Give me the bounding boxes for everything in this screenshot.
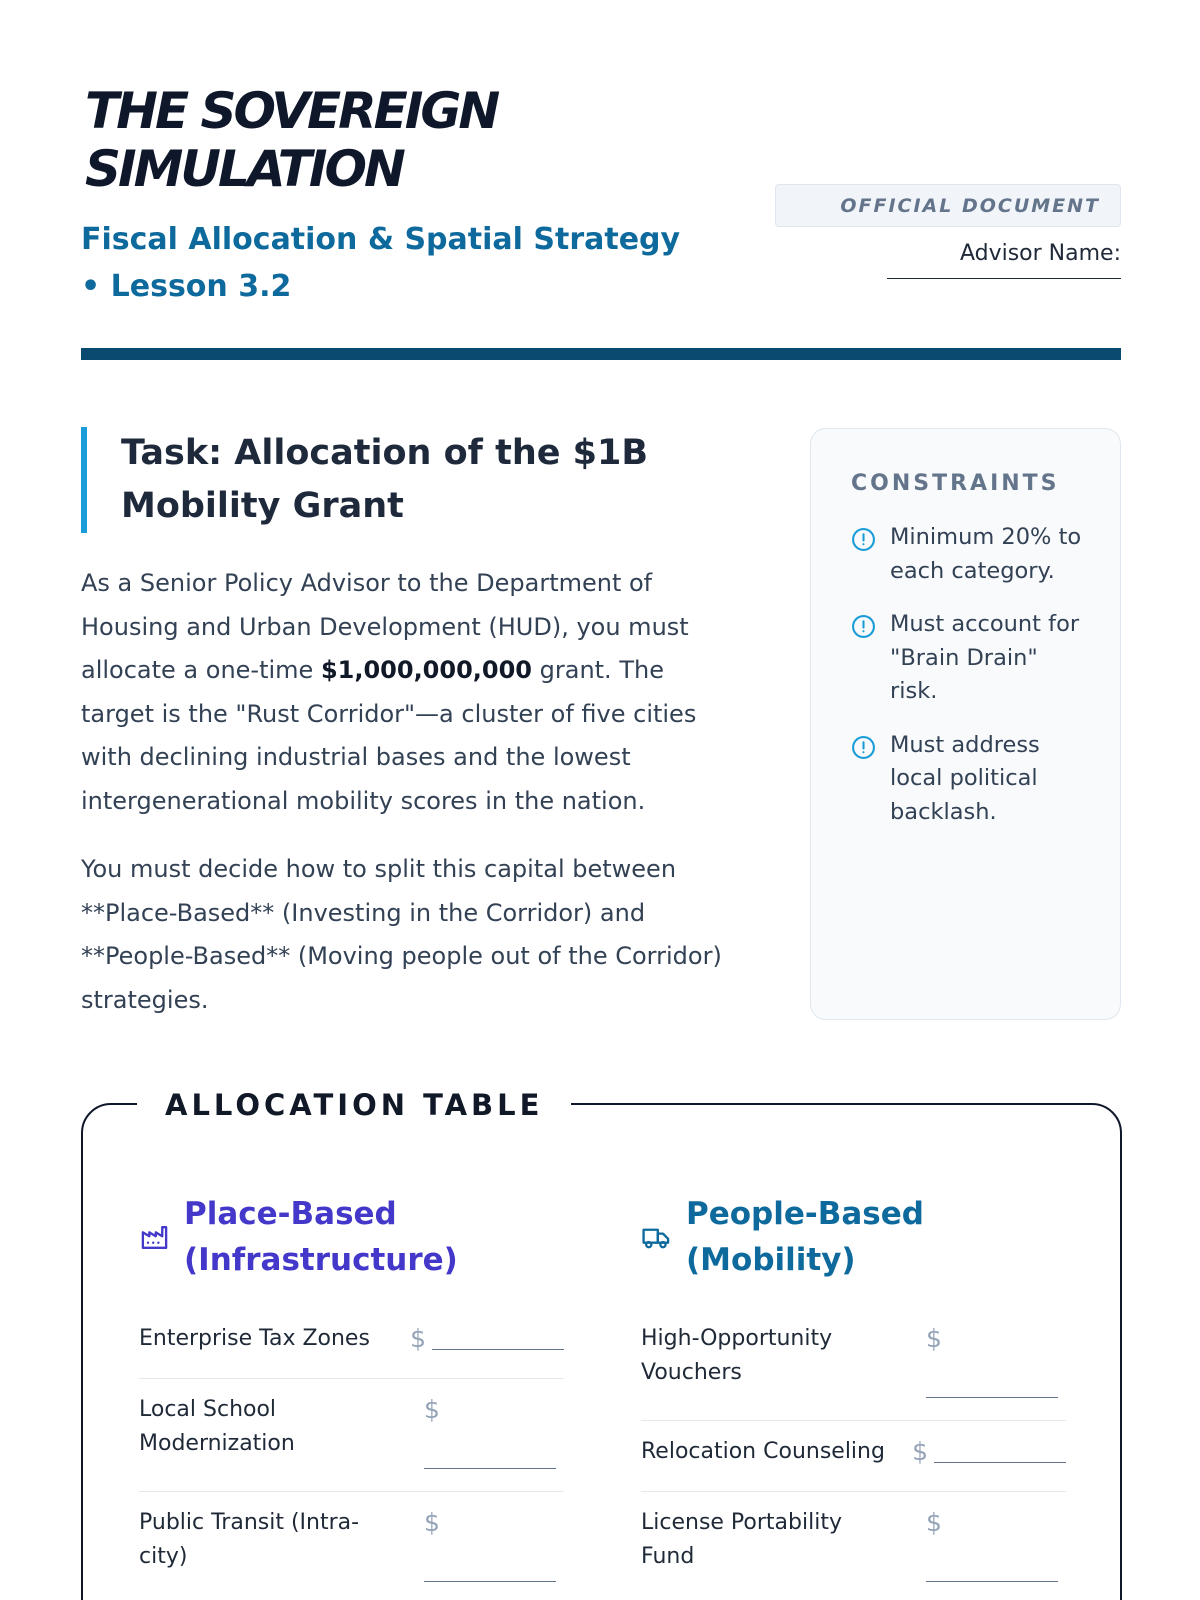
amount-field[interactable] <box>424 1393 564 1469</box>
allocation-row <box>641 1308 1066 1421</box>
constraint-item <box>851 608 1092 709</box>
advisor-name-label: Advisor Name: <box>959 241 1121 266</box>
constraint-text: Must address local political backlash. <box>890 731 1040 825</box>
advisor-name-field[interactable] <box>887 277 1121 279</box>
allocation-row-label: Relocation Counseling <box>641 1439 885 1464</box>
amount-blank[interactable] <box>926 1370 1058 1398</box>
amount-field[interactable] <box>912 1435 1066 1469</box>
allocation-row <box>641 1421 1066 1492</box>
amount-blank[interactable] <box>926 1554 1058 1582</box>
allocation-row <box>139 1492 564 1600</box>
amount-blank[interactable] <box>934 1435 1066 1463</box>
task-paragraph-1 <box>81 562 741 823</box>
header-divider <box>81 348 1121 360</box>
task-paragraph-2: You must decide how to split this capital between **Place-Based** (Investing in the Corridor) and **People-Based** (Moving people out of the Corridor) strategies. <box>81 855 722 1014</box>
task-p1-text-a: As a Senior Policy Advisor to the Department of Housing and Urban Development (HUD), you must allocate a one-time <box>81 569 689 684</box>
grant-amount: $1,000,000,000 <box>320 656 532 684</box>
people-based-header <box>641 1191 1066 1283</box>
place-based-column <box>139 1191 564 1600</box>
allocation-row <box>139 1308 564 1379</box>
place-based-title: Place-Based (Infrastructure) <box>184 1196 458 1278</box>
allocation-row <box>139 1379 564 1492</box>
currency-symbol: $ <box>926 1508 942 1537</box>
constraints-panel <box>810 428 1121 1020</box>
allocation-table <box>81 1088 1122 1600</box>
currency-symbol: $ <box>926 1324 942 1353</box>
currency-symbol: $ <box>912 1437 928 1466</box>
amount-field[interactable] <box>926 1322 1066 1398</box>
factory-icon <box>139 1222 170 1253</box>
amount-blank[interactable] <box>424 1554 556 1582</box>
alert-circle-icon <box>851 614 876 639</box>
constraint-item <box>851 521 1092 588</box>
allocation-row-label: Local School Modernization <box>139 1397 295 1456</box>
task-heading: Task: Allocation of the $1B Mobility Grant <box>81 427 741 533</box>
constraints-title: CONSTRAINTS <box>851 471 1060 496</box>
amount-field[interactable] <box>424 1506 564 1582</box>
amount-field[interactable] <box>926 1506 1066 1582</box>
page-subtitle: Fiscal Allocation & Spatial Strategy • Lesson 3.2 <box>81 222 681 304</box>
alert-circle-icon <box>851 527 876 552</box>
currency-symbol: $ <box>410 1324 426 1353</box>
place-based-header <box>139 1191 564 1283</box>
currency-symbol: $ <box>424 1508 440 1537</box>
constraint-text: Must account for "Brain Drain" risk. <box>890 611 1080 704</box>
allocation-row-label: License Portability Fund <box>641 1510 842 1569</box>
allocation-row <box>641 1492 1066 1600</box>
constraint-list <box>851 521 1092 829</box>
constraint-item <box>851 729 1092 830</box>
people-based-column <box>641 1191 1066 1600</box>
official-document-badge: OFFICIAL DOCUMENT <box>775 184 1121 227</box>
task-section <box>81 427 741 1022</box>
page-title: THE SOVEREIGN SIMULATION <box>85 82 498 198</box>
amount-blank[interactable] <box>432 1322 564 1350</box>
amount-field[interactable] <box>410 1322 564 1356</box>
allocation-row-label: Enterprise Tax Zones <box>139 1326 370 1351</box>
allocation-row-label: Public Transit (Intra-city) <box>139 1510 360 1569</box>
people-based-title: People-Based (Mobility) <box>686 1196 924 1278</box>
constraint-text: Minimum 20% to each category. <box>890 524 1082 584</box>
amount-blank[interactable] <box>424 1441 556 1469</box>
currency-symbol: $ <box>424 1395 440 1424</box>
alert-circle-icon <box>851 735 876 760</box>
allocation-table-title: ALLOCATION TABLE <box>137 1085 571 1125</box>
task-p1-text-b: grant. The target is the "Rust Corridor"—a cluster of five cities with declining industrial bases and the lowest intergenerational mobility scores in the nation. <box>81 656 697 815</box>
document-header <box>81 78 1121 360</box>
truck-icon <box>641 1222 672 1253</box>
allocation-row-label: High-Opportunity Vouchers <box>641 1326 833 1385</box>
